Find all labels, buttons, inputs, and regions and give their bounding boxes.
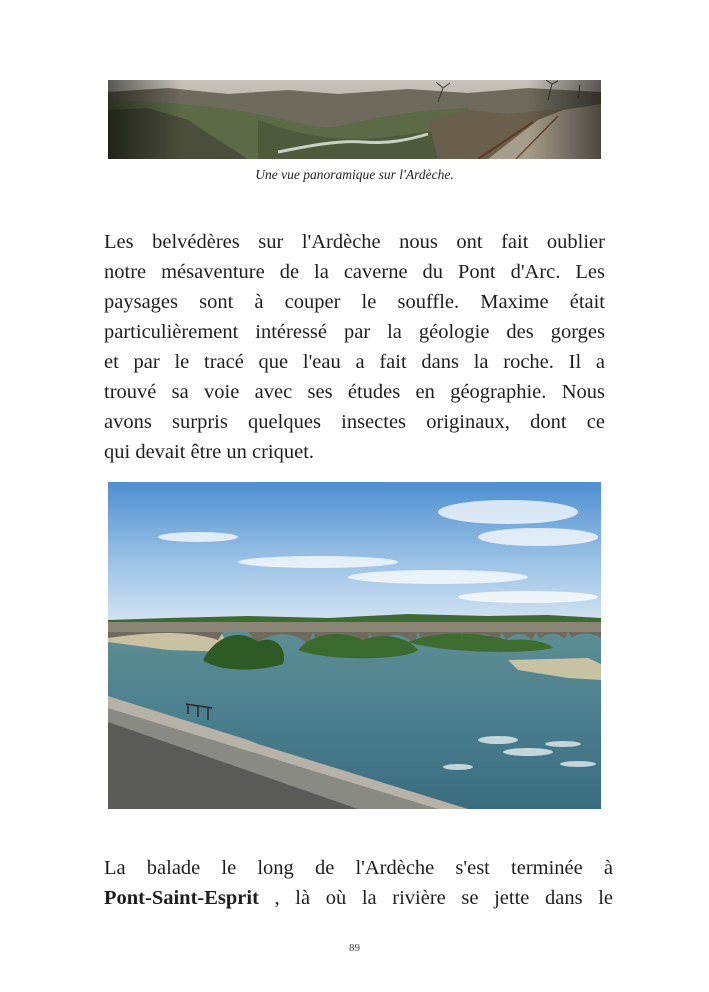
text-line: avons surpris quelques insectes originaux, dont ce <box>104 411 605 433</box>
paragraph-balade <box>104 853 613 913</box>
paragraph-belvederes <box>104 227 605 467</box>
text-line: notre mésaventure de la caverne du Pont d'Arc. Les <box>104 261 605 283</box>
page-number: 89 <box>349 942 360 954</box>
text-line <box>104 883 613 913</box>
bridge-river-photo <box>108 482 601 809</box>
text-line: trouvé sa voie avec ses études en géographie. Nous <box>104 381 605 403</box>
text-line: qui devait être un criquet. <box>104 441 315 463</box>
text-line: La balade le long de l'Ardèche s'est terminée à <box>104 857 613 879</box>
figure-caption: Une vue panoramique sur l'Ardèche. <box>255 167 454 182</box>
text-line: particulièrement intéressé par la géologie des gorges <box>104 321 605 343</box>
text-line: Les belvédères sur l'Ardèche nous ont fait oublier <box>104 231 605 253</box>
text-fragment: , là où la rivière se jette dans le <box>258 887 613 909</box>
panorama-photo <box>108 80 601 159</box>
place-name: Pont-Saint-Esprit <box>104 887 259 909</box>
text-line: et par le tracé que l'eau a fait dans la roche. Il a <box>104 351 605 373</box>
text-line: paysages sont à couper le souffle. Maxime était <box>104 291 605 313</box>
